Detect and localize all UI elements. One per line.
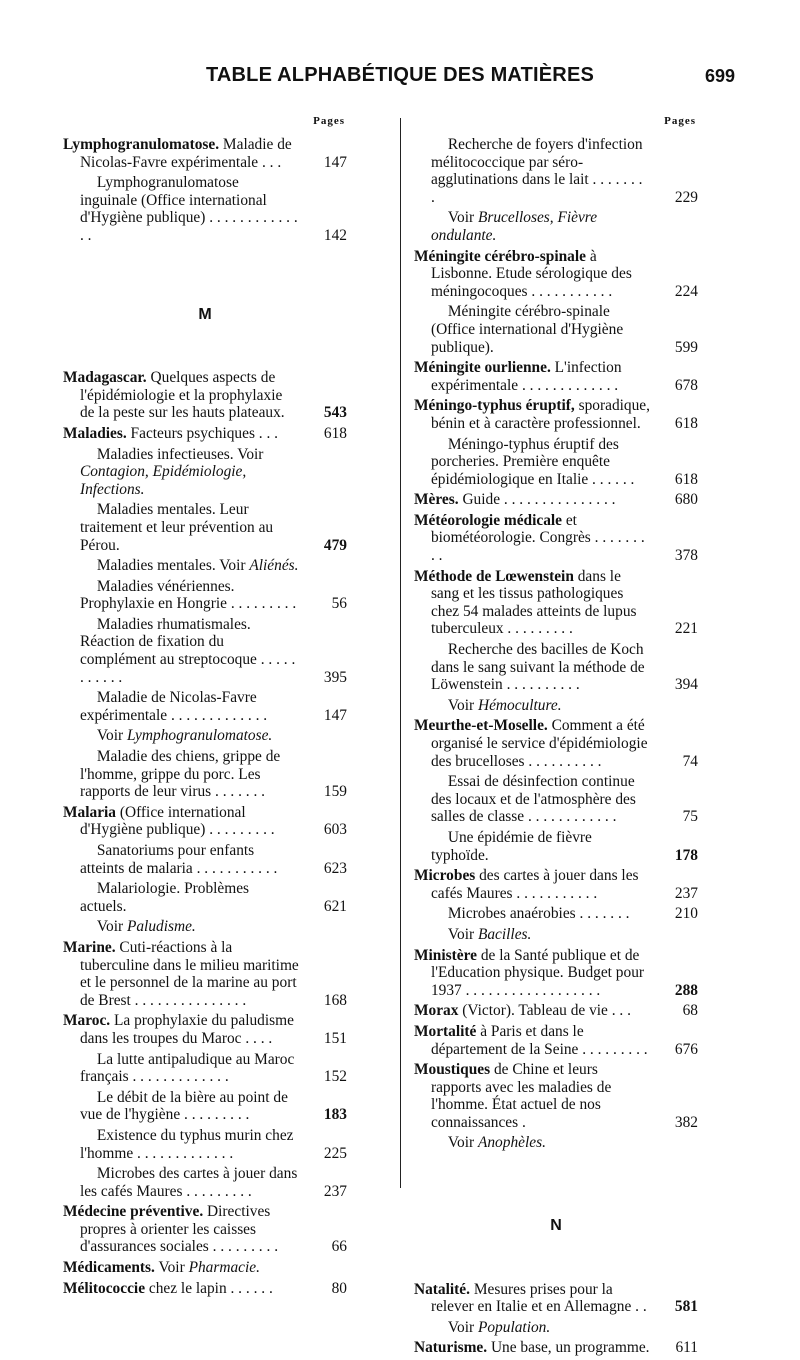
entry-heading: Natalité.: [414, 1280, 470, 1298]
entry-text: Facteurs psychiques . . .: [126, 424, 279, 442]
index-column-left: [63, 110, 347, 1300]
entry-page: 178: [674, 846, 698, 864]
entry-page: 147: [323, 153, 347, 171]
entry-text: Cuti-réactions à la tuberculine dans le milieu maritime et le personnel de la marine au port de Brest . . . . . . . . . . . . . . .: [79, 938, 299, 1009]
index-entry: [414, 717, 698, 770]
entry-text: Microbes des cartes à jouer dans les cafés Maures . . . . . . . . .: [79, 1165, 298, 1200]
index-entry: [414, 1023, 698, 1058]
index-entry: [414, 829, 698, 864]
entry-page: 618: [674, 414, 698, 432]
entry-text: Voir: [96, 727, 127, 745]
entry-text: Une base, un programme.: [487, 1339, 650, 1357]
entry-page: 621: [323, 897, 347, 915]
entry-text: Maladie de Nicolas-Favre expérimentale . . . . . . . . . . . . .: [79, 689, 268, 724]
entry-heading: Mélitococcie: [63, 1279, 146, 1297]
index-entry: [63, 1089, 347, 1124]
page-number: 699: [705, 66, 736, 86]
entry-text: Lymphogranulomatose inguinale (Office international d'Hygiène publique) . . . . . . . . . . . . . .: [79, 174, 298, 244]
index-entry: [63, 727, 347, 745]
entry-text: Maladies infectieuses. Voir: [96, 445, 264, 463]
index-entry: [414, 209, 698, 244]
entry-heading: Météorologie médicale: [414, 511, 562, 529]
entry-page: 80: [331, 1279, 347, 1297]
entry-text: Voir: [96, 918, 127, 936]
entry-text: à Paris et dans le département de la Seine . . . . . . . . .: [430, 1022, 648, 1058]
entry-text: Voir: [447, 1318, 478, 1336]
entry-text: Voir: [154, 1259, 189, 1277]
entry-text: Guide . . . . . . . . . . . . . . .: [458, 491, 616, 509]
section-letter-n: N: [550, 1217, 562, 1235]
entry-text: Sanatoriums pour enfants atteints de malaria . . . . . . . . . . .: [79, 842, 278, 877]
index-entry: [63, 369, 347, 422]
entry-heading: Médecine préventive.: [63, 1203, 204, 1221]
entry-heading: Médicaments.: [63, 1259, 155, 1277]
entry-text: Quelques aspects de l'épidémiologie et la prophylaxie de la peste sur les hauts plateaux.: [79, 369, 285, 422]
entry-page: 676: [674, 1040, 698, 1058]
entry-text: Maladies mentales. Voir: [96, 557, 250, 575]
index-entry: [414, 397, 698, 432]
see-reference: Population.: [477, 1318, 551, 1336]
entry-text: La prophylaxie du paludisme dans les troupes du Maroc . . . .: [79, 1012, 294, 1047]
entry-text: (Office international d'Hygiène publique) . . . . . . . . .: [79, 803, 275, 839]
see-reference: Contagion, Epidémiologie, Infections.: [79, 463, 247, 498]
entry-text: Microbes anaérobies . . . . . . .: [447, 905, 630, 923]
index-entry: [63, 174, 347, 244]
index-entry: [414, 491, 698, 509]
index-entry: [63, 842, 347, 877]
entry-page: 395: [323, 668, 347, 686]
entry-text: Une épidémie de fièvre typhoïde.: [430, 828, 592, 864]
entry-text: Voir: [447, 209, 478, 227]
index-entry: [63, 1203, 347, 1256]
index-entry: [414, 773, 698, 826]
index-entry: [63, 616, 347, 686]
pages-label: Pages: [664, 115, 696, 127]
index-entry: [414, 303, 698, 356]
entry-text: (Victor). Tableau de vie . . .: [458, 1002, 631, 1020]
entry-text: La lutte antipaludique au Maroc français . . . . . . . . . . . . .: [79, 1050, 295, 1086]
index-entry: [414, 947, 698, 1000]
entry-text: Existence du typhus murin chez l'homme . . . . . . . . . . . . .: [79, 1126, 294, 1162]
entry-text: Le débit de la bière au point de vue de l'hygiène . . . . . . . . .: [79, 1088, 288, 1124]
entry-page: 394: [674, 676, 698, 694]
see-reference: Aliénés.: [249, 557, 299, 575]
entry-text: Maladie de Nicolas-Favre expérimentale . . .: [79, 136, 292, 171]
entry-page: 147: [323, 706, 347, 724]
entry-page: 479: [323, 536, 347, 554]
entry-text: Comment a été organisé le service d'épidémiologie des brucelloses . . . . . . . . . .: [430, 717, 648, 770]
entry-page: 229: [674, 188, 698, 206]
entry-page: 611: [675, 1339, 698, 1357]
entry-heading: Morax: [414, 1002, 459, 1020]
entry-page: 159: [323, 783, 347, 801]
entry-page: 623: [323, 859, 347, 877]
index-entry: [414, 867, 698, 902]
index-entry: [63, 136, 347, 171]
entry-page: 237: [674, 884, 698, 902]
entry-text: Recherche de foyers d'infection mélitococcique par séro-agglutinations dans le lait . . . . . . . .: [430, 136, 643, 206]
entry-page: 378: [674, 547, 698, 565]
entry-text: Recherche des bacilles de Koch dans le sang suivant la méthode de Löwenstein . . . . . . . . . .: [430, 641, 645, 694]
entry-text: Directives propres à orienter les caisses d'assurances sociales . . . . . . . . .: [79, 1203, 279, 1256]
entry-page: 382: [674, 1113, 698, 1131]
page-title: TABLE ALPHABÉTIQUE DES MATIÈRES: [205, 64, 595, 86]
index-entry: [414, 1339, 698, 1357]
entry-text: des cartes à jouer dans les cafés Maures . . . . . . . . . . .: [430, 867, 639, 902]
see-reference: Paludisme.: [126, 918, 196, 936]
index-entry: [414, 568, 698, 638]
entry-text: de la Santé publique et de l'Education physique. Budget pour 1937 . . . . . . . . . . . . . . . . . .: [430, 946, 645, 999]
entry-heading: Ministère: [414, 946, 477, 964]
entry-page: 68: [682, 1002, 698, 1020]
entry-page: 599: [674, 338, 698, 356]
see-reference: Lymphogranulomatose.: [126, 727, 273, 745]
see-reference: Pharmacie.: [188, 1259, 260, 1277]
index-entry: [414, 1002, 698, 1020]
index-entry: [63, 939, 347, 1009]
entry-page: 225: [323, 1144, 347, 1162]
index-entry: [63, 446, 347, 499]
entry-text: de Chine et leurs rapports avec les maladies de l'homme. État actuel de nos connaissances .: [430, 1061, 612, 1131]
entry-page: 168: [323, 991, 347, 1009]
index-entry: [63, 1051, 347, 1086]
see-reference: Hémoculture.: [477, 696, 562, 714]
entry-text: Mesures prises pour la relever en Italie et en Allemagne . .: [430, 1280, 647, 1316]
entry-text: à Lisbonne. Etude sérologique des méningocoques . . . . . . . . . . .: [430, 247, 632, 300]
entry-heading: Maladies.: [63, 424, 127, 442]
entry-text: L'infection expérimentale . . . . . . . . . . . . .: [430, 359, 622, 394]
index-entry: [414, 697, 698, 715]
entry-page: 288: [674, 981, 698, 999]
index-entry: [63, 578, 347, 613]
entry-text: sporadique, bénin et à caractère professionnel.: [430, 397, 650, 432]
entry-page: 618: [674, 470, 698, 488]
entry-page: 183: [323, 1106, 347, 1124]
entry-text: chez le lapin . . . . . .: [145, 1279, 273, 1297]
entry-heading: Meurthe-et-Moselle.: [414, 717, 548, 735]
entry-heading: Malaria: [63, 803, 116, 821]
entry-page: 603: [323, 821, 347, 839]
entry-page: 678: [674, 376, 698, 394]
entry-text: Maladies vénériennes. Prophylaxie en Hongrie . . . . . . . . .: [79, 577, 297, 613]
index-entry: [414, 926, 698, 944]
index-entry: [414, 512, 698, 565]
index-entry: [63, 557, 347, 575]
entry-heading: Méningite ourlienne.: [414, 359, 551, 377]
pages-label: Pages: [313, 115, 345, 127]
entry-text: dans le sang et les tissus pathologiques chez 54 malades atteints de lupus tuberculeux . . . . . . . . .: [430, 567, 637, 638]
index-entry: [63, 918, 347, 936]
column-divider: [400, 118, 401, 1188]
index-entry: [63, 1127, 347, 1162]
entry-text: Maladies mentales. Leur traitement et leur prévention au Pérou.: [79, 501, 274, 554]
index-entry: [63, 1012, 347, 1047]
index-entry: [414, 136, 698, 206]
entry-text: Malariologie. Problèmes actuels.: [79, 880, 250, 915]
index-entry: [63, 1280, 347, 1298]
see-reference: Bacilles.: [477, 925, 532, 943]
entry-heading: Lymphogranulomatose.: [63, 136, 220, 153]
entry-heading: Marine.: [63, 938, 116, 956]
index-entry: [63, 501, 347, 554]
index-entry: [63, 425, 347, 443]
entry-page: 152: [323, 1068, 347, 1086]
entry-heading: Méthode de Lœwenstein: [414, 567, 574, 585]
index-column-right: [414, 110, 698, 1360]
entry-page: 543: [323, 404, 347, 422]
index-entry: [414, 436, 698, 489]
entry-heading: Maroc.: [63, 1012, 111, 1030]
index-entry: [414, 1061, 698, 1131]
index-entry: [63, 1259, 347, 1277]
entry-heading: Naturisme.: [414, 1339, 488, 1357]
entry-heading: Mères.: [414, 491, 459, 509]
index-entry: [414, 248, 698, 301]
entry-page: 224: [674, 282, 698, 300]
entry-heading: Méningo-typhus éruptif,: [414, 397, 575, 415]
entry-text: et biométéorologie. Congrès . . . . . . . . .: [430, 511, 645, 565]
see-reference: Anophèles.: [477, 1134, 546, 1152]
entry-page: 237: [323, 1182, 347, 1200]
entry-page: 581: [674, 1298, 698, 1316]
entry-text: Méningo-typhus éruptif des porcheries. Première enquête épidémiologique en Italie . . . . . .: [430, 435, 635, 488]
index-entry: [63, 1165, 347, 1200]
index-entry: [414, 641, 698, 694]
index-entry: [414, 1281, 698, 1316]
index-entry: [63, 804, 347, 839]
section-letter-m: M: [198, 305, 212, 323]
entry-page: 618: [323, 424, 347, 442]
entry-text: Méningite cérébro-spinale (Office international d'Hygiène publique).: [430, 303, 624, 356]
entry-page: 66: [331, 1238, 347, 1256]
index-entry: [63, 689, 347, 724]
entry-text: Maladie des chiens, grippe de l'homme, grippe du porc. Les rapports de leur virus . . . . . . .: [79, 748, 281, 801]
see-reference: Brucelloses, Fièvre ondulante.: [430, 209, 598, 244]
entry-text: Voir: [447, 696, 478, 714]
entry-heading: Méningite cérébro-spinale: [414, 247, 586, 265]
entry-page: 74: [682, 752, 698, 770]
entry-text: Voir: [447, 925, 478, 943]
entry-heading: Moustiques: [414, 1061, 491, 1079]
entry-page: 680: [674, 491, 698, 509]
entry-text: Maladies rhumatismales. Réaction de fixation du complément au streptocoque . . . . . . . . . . .: [79, 615, 296, 686]
entry-page: 221: [674, 620, 698, 638]
entry-page: 56: [331, 595, 347, 613]
entry-page: 210: [674, 905, 698, 923]
index-entry: [63, 880, 347, 915]
entry-page: 151: [323, 1029, 347, 1047]
entry-heading: Mortalité: [414, 1022, 477, 1040]
entry-heading: Microbes: [414, 867, 476, 885]
index-entry: [414, 359, 698, 394]
index-entry: [414, 1319, 698, 1337]
entry-text: Essai de désinfection continue des locaux et de l'atmosphère des salles de classe . . . . . . . . . . . .: [430, 773, 636, 826]
index-entry: [414, 905, 698, 923]
index-entry: [414, 1134, 698, 1152]
entry-page: 142: [323, 226, 347, 244]
index-entry: [63, 748, 347, 801]
entry-heading: Madagascar.: [63, 369, 147, 387]
entry-page: 75: [682, 808, 698, 826]
entry-text: Voir: [447, 1134, 478, 1152]
